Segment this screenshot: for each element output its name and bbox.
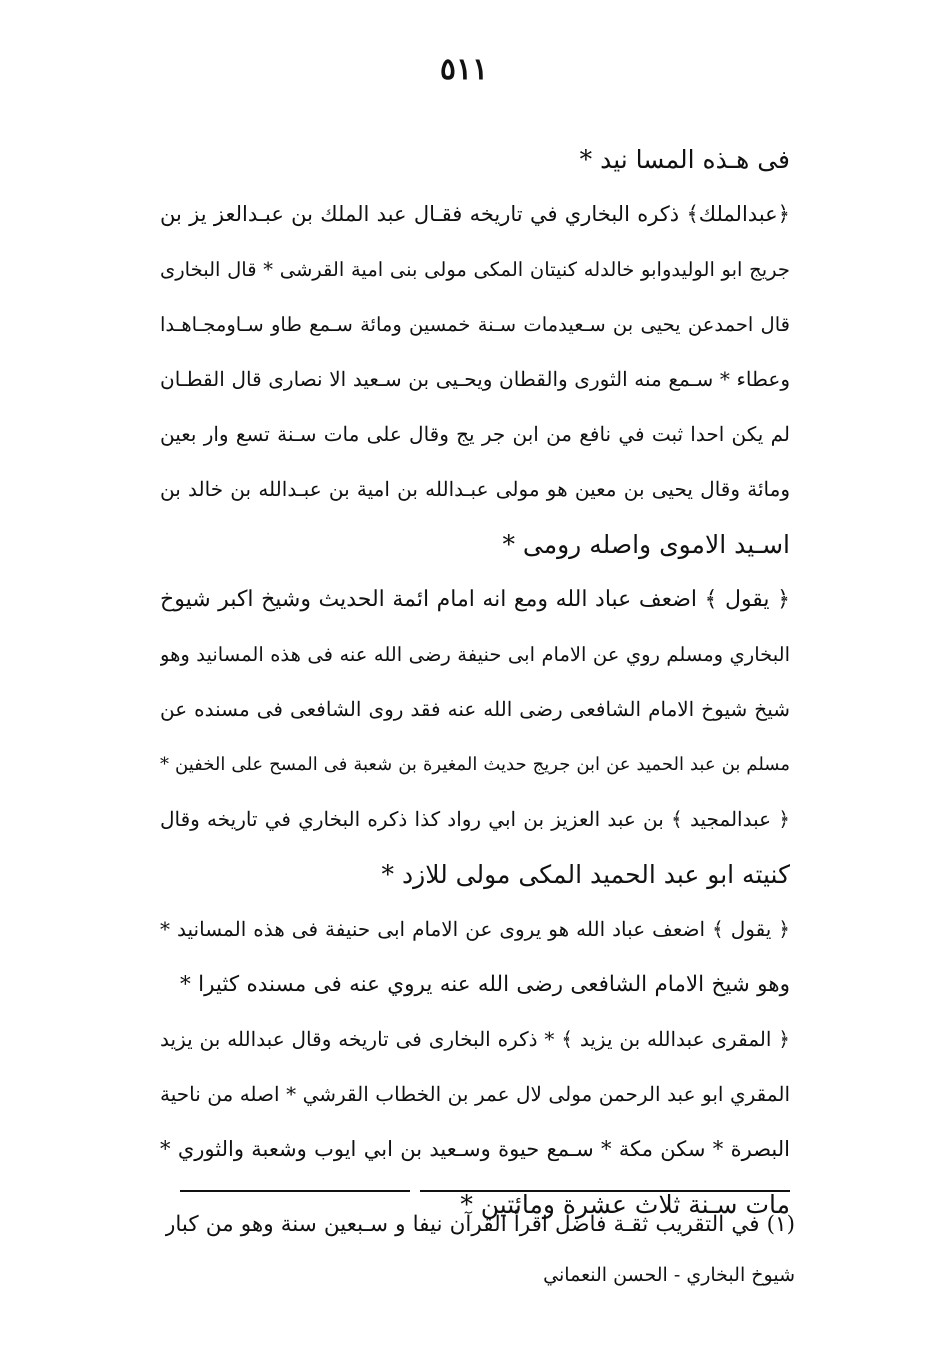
text-line: مات سـنة ثلاث عشرة ومائتين * [460, 1190, 790, 1219]
text-line: ﴿ يقول ﴾ اضعف عباد الله ومع انه امام ائمة الحديث وشيخ اكبر شيوخ [160, 587, 790, 612]
text-line: جريج ابو الوليدوابو خالدله كنيتان المكى مولى بنى امية القرشى * قال البخارى [160, 258, 790, 281]
text-line: فى هـذه المسا نيد * [579, 145, 790, 174]
text-line: مسلم بن عبد الحميد عن ابن جريج حديث المغيرة بن شعبة فى المسح على الخفين * [160, 754, 790, 775]
body-text [160, 132, 790, 1232]
text-line: ﴿ يقول ﴾ اضعف عباد الله هو يروى عن الامام ابى حنيفة فى هذه المسانيد * [160, 917, 790, 941]
text-line: قال احمدعن يحيى بن سـعيدمات سـنة خمسين ومائة سـمع طاو سـاومجـاهـدا [160, 313, 790, 336]
text-line: وهو شيخ الامام الشافعى رضى الله عنه يروي عنه فى مسنده كثيرا * [180, 972, 790, 997]
text-line: لم يكن احدا ثبت في نافع من ابن جر يج وقال على مات سـنة تسع وار بعين [160, 422, 790, 446]
text-line: ﴿ المقرى عبدالله بن يزيد ﴾ * ذكره البخارى فى تاريخه وقال عبدالله بن يزيد [160, 1027, 790, 1051]
footnote-divider [420, 1190, 790, 1192]
text-line: وعطاء * سـمع منه الثورى والقطان ويحـيى بن سـعيد الا نصارى قال القطـان [160, 367, 790, 391]
footnote-line: (١) في التقريب ثقـة فاضل اقرأ القرآن نيفا و سـبعين سنة وهو من كبار [165, 1212, 795, 1237]
footnote-line: شيوخ البخاري - الحسن النعماني [543, 1264, 795, 1286]
text-line: ومائة وقال يحيى بن معين هو مولى عبـدالله بن امية بن عبـدالله بن خالد بن [160, 477, 790, 501]
text-line: شيخ شيوخ الامام الشافعى رضى الله عنه فقد روى الشافعى فى مسنده عن [160, 697, 790, 721]
text-line: اسـيد الاموى واصله رومى * [502, 530, 790, 559]
page-number: ٥١١ [439, 52, 489, 87]
text-line: البخاري ومسلم روي عن الامام ابى حنيفة رضى الله عنه فى هذه المسانيد وهو [160, 643, 790, 666]
text-line: ﴿عبدالملك﴾ ذكره البخاري في تاريخه فقـال عبد الملك بن عبـدالعز يز بن [160, 202, 790, 226]
footnote [165, 1200, 795, 1300]
text-line: كنيته ابو عبد الحميد المكى مولى للازد * [381, 860, 790, 889]
text-line: البصرة * سكن مكة * سـمع حيوة وسـعيد بن ابي ايوب وشعبة والثوري * [160, 1137, 790, 1161]
footnote-divider [180, 1190, 410, 1192]
text-line: المقري ابو عبد الرحمن مولى لال عمر بن الخطاب القرشي * اصله من ناحية [160, 1082, 790, 1106]
text-line: ﴿ عبدالمجيد ﴾ بن عبد العزيز بن ابي رواد كذا ذكره البخاري في تاريخه وقال [160, 807, 790, 831]
